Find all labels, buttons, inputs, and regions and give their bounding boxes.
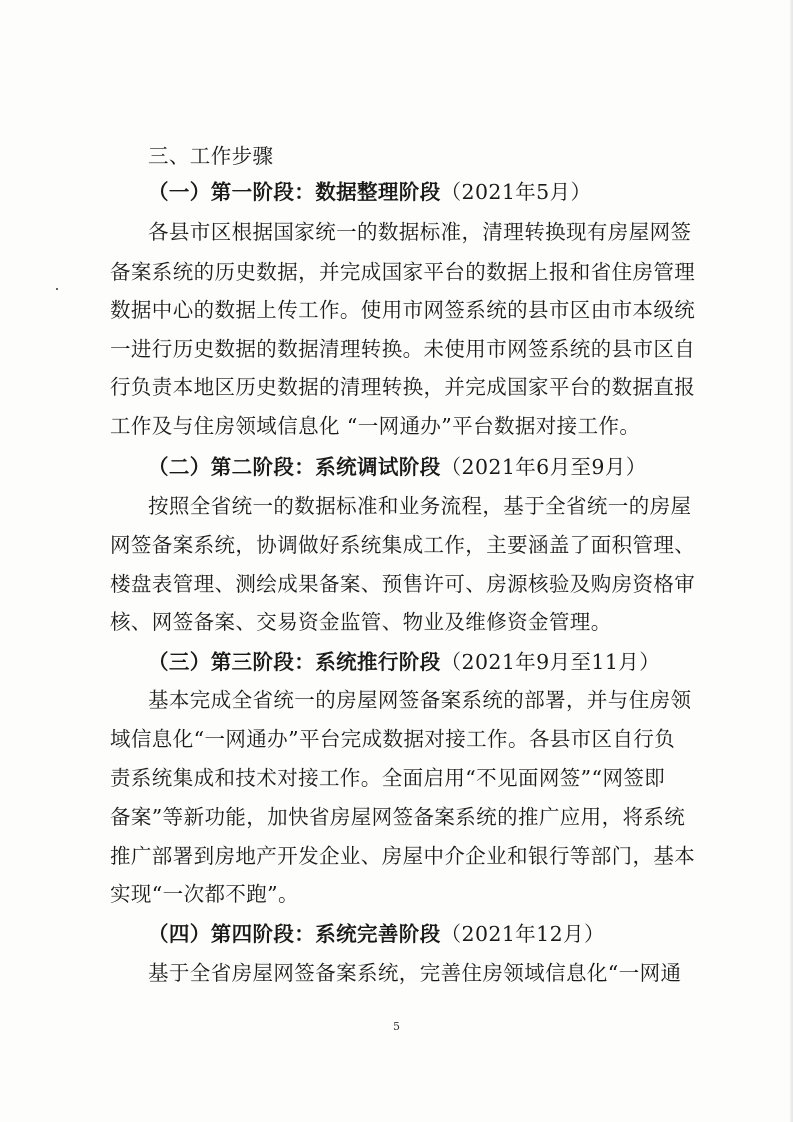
- stage-1-heading: [148, 178, 728, 206]
- paragraph-line: 各县市区根据国家统一的数据标准，清理转换现有房屋网签: [148, 220, 692, 244]
- stage-4-date: （2021年12月）: [440, 922, 605, 946]
- section-heading: 三、工作步骤: [148, 144, 274, 168]
- paragraph-line: 行负责本地区历史数据的清理转换，并完成国家平台的数据直报: [110, 375, 696, 399]
- paragraph-line: 备案”等新功能，加快省房屋网签备案系统的推广应用，将系统: [110, 805, 686, 829]
- stage-1-title: （一）第一阶段：数据整理阶段: [148, 180, 441, 204]
- paragraph-line: 备案系统的历史数据，并完成国家平台的数据上报和省住房管理: [110, 260, 696, 284]
- stage-2-date: （2021年6月至9月）: [440, 455, 647, 479]
- paragraph-line: 网签备案系统，协调做好系统集成工作，主要涵盖了面积管理、: [110, 533, 696, 557]
- paragraph-line: 责系统集成和技术对接工作。全面启用“不见面网签”“网签即: [110, 766, 666, 790]
- paragraph-line: 基本完成全省统一的房屋网签备案系统的部署，并与住房领: [148, 688, 692, 712]
- stage-2-title: （二）第二阶段：系统调试阶段: [148, 455, 441, 479]
- paragraph-line: 一进行历史数据的数据清理转换。未使用市网签系统的县市区自: [110, 337, 696, 361]
- paragraph-line: 域信息化“一网通办”平台完成数据对接工作。各县市区自行负: [110, 727, 676, 751]
- stage-4-heading: [148, 920, 728, 948]
- stage-3-title: （三）第三阶段：系统推行阶段: [148, 650, 441, 674]
- page-number: 5: [393, 1020, 400, 1033]
- paragraph-line: 基于全省房屋网签备案系统，完善住房领域信息化“一网通: [148, 961, 682, 985]
- paragraph-line: 推广部署到房地产开发企业、房屋中介企业和银行等部门，基本: [110, 844, 696, 868]
- paragraph-line: 工作及与住房领域信息化 “一网通办”平台数据对接工作。: [110, 414, 641, 438]
- stage-4-title: （四）第四阶段：系统完善阶段: [148, 922, 441, 946]
- paragraph-line: 核、网签备案、交易资金监管、物业及维修资金管理。: [110, 610, 612, 634]
- scan-speck: [56, 288, 58, 290]
- stage-3-date: （2021年9月至11月）: [440, 650, 661, 674]
- stage-3-heading: [148, 648, 728, 676]
- paragraph-line: 数据中心的数据上传工作。使用市网签系统的县市区由市本级统: [110, 298, 696, 322]
- paragraph-line: 楼盘表管理、测绘成果备案、预售许可、房源核验及购房资格审: [110, 572, 696, 596]
- stage-1-date: （2021年5月）: [440, 180, 592, 204]
- paragraph-line: 实现“一次都不跑”。: [110, 882, 299, 906]
- paragraph-line: 按照全省统一的数据标准和业务流程，基于全省统一的房屋: [148, 494, 692, 518]
- stage-2-heading: [148, 453, 728, 481]
